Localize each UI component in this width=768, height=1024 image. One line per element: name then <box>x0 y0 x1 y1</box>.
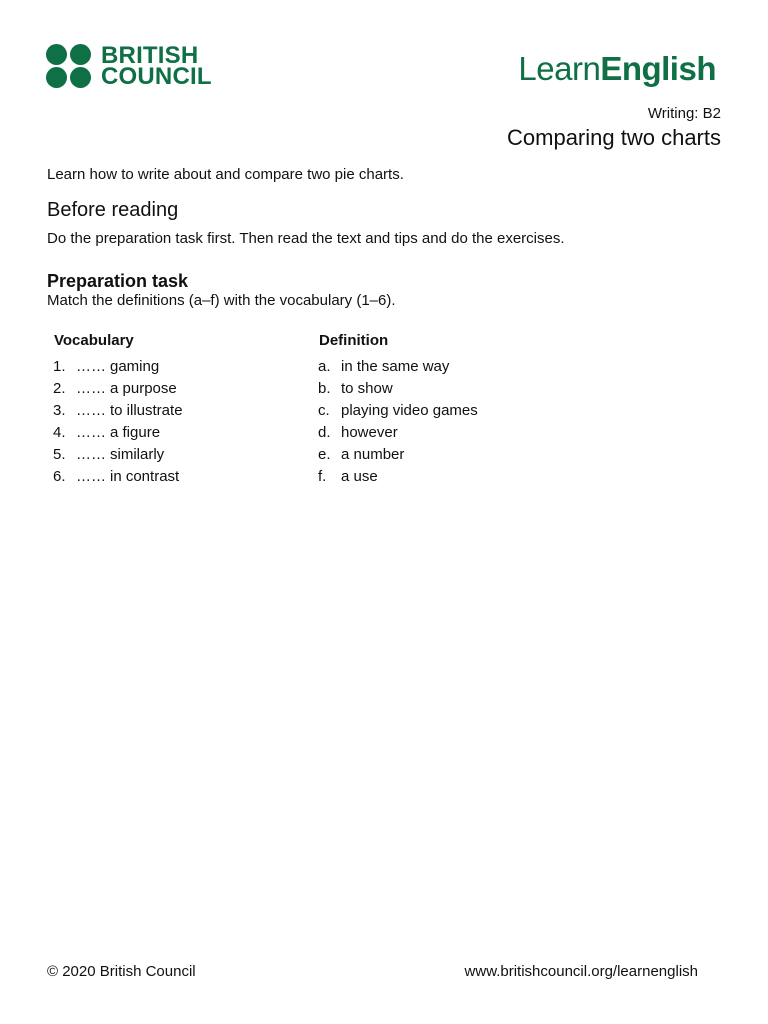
vocabulary-number: 2. <box>53 380 66 397</box>
vocabulary-list <box>53 356 183 488</box>
definition-text: playing video games <box>341 402 478 419</box>
bc-logo-line2: COUNCIL <box>101 63 212 90</box>
vocabulary-number: 3. <box>53 402 66 419</box>
definition-item <box>318 444 478 466</box>
learnenglish-logo-english: English <box>600 50 716 87</box>
vocabulary-number: 1. <box>53 358 66 375</box>
definition-letter: f. <box>318 468 327 485</box>
answer-blank[interactable]: …… <box>76 424 106 441</box>
definition-column-header: Definition <box>319 332 389 349</box>
definition-text: in the same way <box>341 358 450 375</box>
vocabulary-item <box>53 444 183 466</box>
level-label: Writing: B2 <box>647 105 721 122</box>
answer-blank[interactable]: …… <box>76 468 106 485</box>
vocabulary-word: a figure <box>110 424 161 441</box>
before-reading-text: Do the preparation task first. Then read the text and tips and do the exercises. <box>47 230 565 247</box>
british-council-dots-icon <box>46 44 95 88</box>
vocabulary-number: 5. <box>53 446 66 463</box>
learnenglish-logo-learn: Learn <box>518 50 601 87</box>
vocabulary-word: in contrast <box>110 468 180 485</box>
preparation-task-instruction: Match the definitions (a–f) with the vocabulary (1–6). <box>47 292 396 309</box>
definition-list <box>318 356 478 488</box>
definition-item <box>318 422 478 444</box>
vocabulary-word: to illustrate <box>110 402 183 419</box>
page-title: Comparing two charts <box>507 125 721 150</box>
vocabulary-item <box>53 400 183 422</box>
definition-text: however <box>341 424 398 441</box>
definition-item <box>318 466 478 488</box>
vocabulary-word: a purpose <box>110 380 177 397</box>
answer-blank[interactable]: …… <box>76 358 106 375</box>
answer-blank[interactable]: …… <box>76 402 106 419</box>
vocabulary-word: gaming <box>110 358 160 375</box>
footer-copyright: © 2020 British Council <box>47 963 196 980</box>
vocabulary-item <box>53 466 183 488</box>
definition-text: a number <box>341 446 405 463</box>
intro-text: Learn how to write about and compare two pie charts. <box>47 166 404 183</box>
vocabulary-word: similarly <box>110 446 165 463</box>
footer-url-link[interactable]: www.britishcouncil.org/learnenglish <box>464 963 698 980</box>
vocabulary-number: 6. <box>53 468 66 485</box>
definition-letter: e. <box>318 446 331 463</box>
answer-blank[interactable]: …… <box>76 380 106 397</box>
preparation-task-heading: Preparation task <box>47 271 189 291</box>
vocabulary-item <box>53 422 183 444</box>
vocabulary-number: 4. <box>53 424 66 441</box>
answer-blank[interactable]: …… <box>76 446 106 463</box>
learnenglish-logo <box>518 50 716 88</box>
definition-letter: a. <box>318 358 331 375</box>
definition-item <box>318 400 478 422</box>
vocabulary-item <box>53 356 183 378</box>
definition-text: to show <box>341 380 393 397</box>
definition-item <box>318 356 478 378</box>
vocabulary-column-header: Vocabulary <box>54 332 134 349</box>
definition-text: a use <box>341 468 378 485</box>
definition-letter: c. <box>318 402 330 419</box>
vocabulary-item <box>53 378 183 400</box>
before-reading-heading: Before reading <box>47 199 179 221</box>
definition-item <box>318 378 478 400</box>
bc-logo-line1: BRITISH <box>101 42 199 69</box>
definition-letter: d. <box>318 424 331 441</box>
definition-letter: b. <box>318 380 331 397</box>
british-council-logo <box>46 44 212 88</box>
british-council-wordmark <box>101 42 212 90</box>
